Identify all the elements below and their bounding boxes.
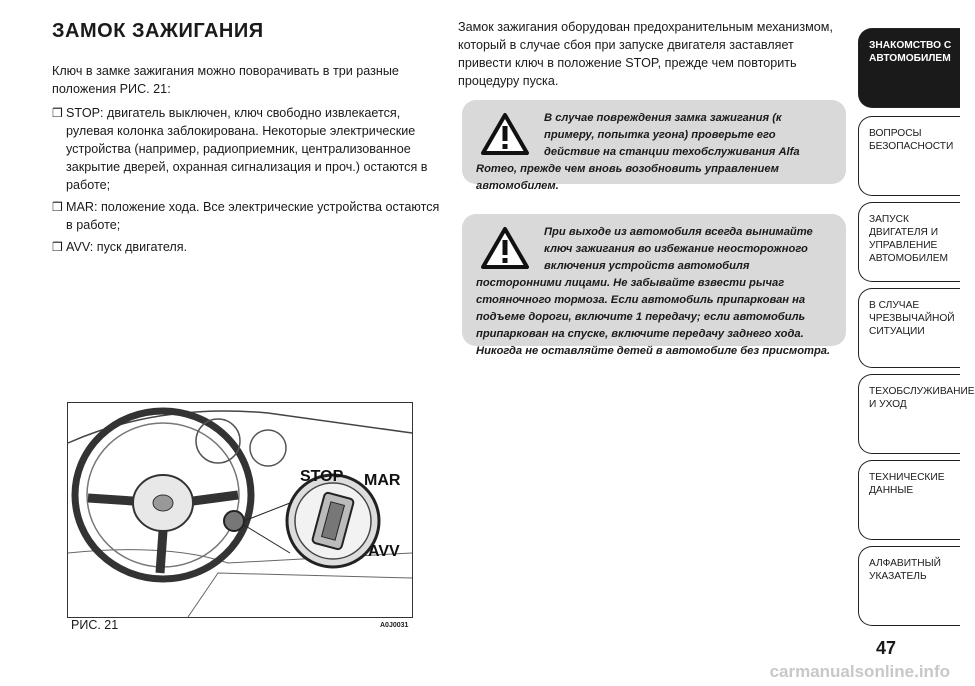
tab-maintenance[interactable]: ТЕХОБСЛУЖИВАНИЕ И УХОД xyxy=(858,374,960,454)
warning-triangle-icon xyxy=(480,226,530,270)
bullet-icon: ❒ xyxy=(52,106,63,120)
bullet-item xyxy=(52,238,444,256)
warning-box xyxy=(462,214,846,357)
watermark: carmanualsonline.info xyxy=(769,662,950,681)
figure-caption: РИС. 21 xyxy=(71,618,119,632)
avv-label: AVV xyxy=(368,543,400,560)
tab-vehicle-intro[interactable]: ЗНАКОМСТВО С АВТОМОБИЛЕМ xyxy=(858,28,960,108)
tab-safety[interactable]: ВОПРОСЫ БЕЗОПАСНОСТИ xyxy=(858,116,960,196)
bullet-item xyxy=(52,104,444,194)
bullet-icon: ❒ xyxy=(52,200,63,214)
page-number: 47 xyxy=(876,638,897,658)
warning-text: При выходе из автомобиля всегда вынимайте ключ зажигания во избежание неосторожного включения устройств автомобиля посторонними лицами. Не забывайте взвести рычаг стояночного тормоза. Если автомобиль припаркован на подъеме дороги, включите 1 передачу; если автомобиль припаркован на спуске, включите передачу заднего хода. Никогда не оставляйте детей в автомобиле без присмотра. xyxy=(476,226,831,357)
tab-emergency[interactable]: В СЛУЧАЕ ЧРЕЗВЫЧАЙНОЙ СИТУАЦИИ xyxy=(858,288,960,368)
warning-box xyxy=(462,100,846,192)
tab-index[interactable]: АЛФАВИТНЫЙ УКАЗАТЕЛЬ xyxy=(858,546,960,626)
warning-triangle-icon xyxy=(480,112,530,156)
figure-code: A0J0031 xyxy=(380,622,409,629)
intro-paragraph: Ключ в замке зажигания можно поворачивать в три разные положения РИС. 21: xyxy=(52,64,399,96)
mar-label: MAR xyxy=(364,472,401,489)
bullet-text: MAR: положение хода. Все электрические устройства остаются в работе; xyxy=(66,200,440,232)
stop-label: STOP xyxy=(300,468,344,485)
warning-text: В случае повреждения замка зажигания (к примеру, попытка угона) проверьте его действие на станции техобслуживания Alfa Romeo, прежде чем вновь возобновить управлением автомобилем. xyxy=(476,112,800,192)
tab-starting-driving[interactable]: ЗАПУСК ДВИГАТЕЛЯ И УПРАВЛЕНИЕ АВТОМОБИЛЕМ xyxy=(858,202,960,282)
ignition-drawing xyxy=(68,403,412,617)
section-title: ЗАМОК ЗАЖИГАНИЯ xyxy=(52,20,264,42)
bullet-text: AVV: пуск двигателя. xyxy=(66,240,188,254)
left-column xyxy=(52,62,444,260)
tab-technical-data[interactable]: ТЕХНИЧЕСКИЕ ДАННЫЕ xyxy=(858,460,960,540)
bullet-text: STOP: двигатель выключен, ключ свободно извлекается, рулевая колонка заблокирована. Некоторые электрические устройства (например, радиоприемник, централизованное закрытие дверей, охранная сигнализация и проч.) остаются в работе; xyxy=(66,106,428,192)
ignition-illustration xyxy=(67,402,413,618)
bullet-icon: ❒ xyxy=(52,240,63,254)
bullet-item xyxy=(52,198,444,234)
safety-mechanism-text: Замок зажигания оборудован предохранительным механизмом, который в случае сбоя при запуске двигателя заставляет привести ключ в положение STOP, прежде чем повторить процедуру пуска. xyxy=(458,20,833,88)
